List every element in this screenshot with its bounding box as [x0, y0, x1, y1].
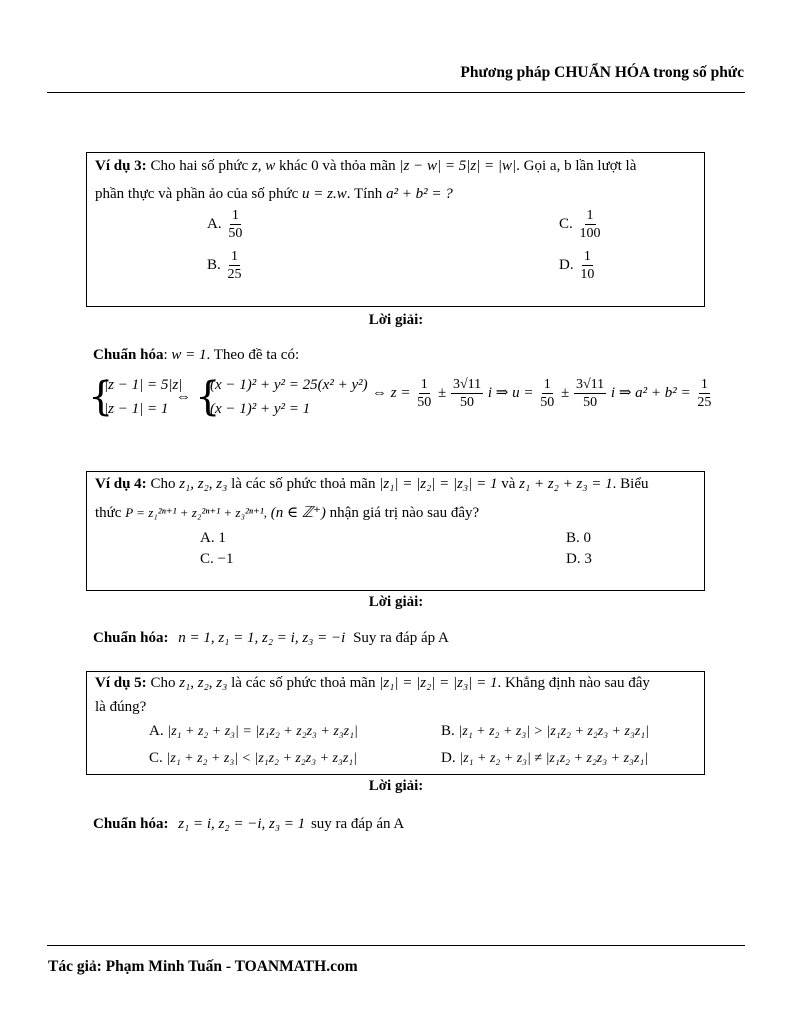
example-5-solution-title: Lời giải:	[368, 778, 424, 794]
option-value: |z₁ + z₂ + z₃| = |z₁z₂ + z₂z₃ + z₃z₁|	[167, 724, 358, 739]
option-fraction: $\frac{1}{100}$	[579, 208, 601, 241]
example-5-text1: Cho	[150, 675, 176, 691]
system1-brace: {	[88, 374, 114, 420]
example-4-text4: . Biểu	[612, 476, 649, 492]
option-key: B.	[441, 723, 455, 739]
plus-minus-u: ±	[561, 384, 570, 401]
fraction-1-50-u: $\frac{1}{50}$	[540, 377, 555, 410]
example-3-uexpr: u = z.w	[302, 186, 347, 202]
example-3-line2b: . Tính	[346, 186, 383, 202]
example-4-pexpr: P = z₁²ⁿ⁺¹ + z₂²ⁿ⁺¹ + z₃²ⁿ⁺¹,	[125, 505, 267, 520]
example-3-option-d[interactable]	[559, 248, 597, 283]
example-4-text2: là các số phức thoả mãn	[231, 476, 376, 492]
example-4-question-line2	[95, 503, 479, 522]
equiv-symbol: ⇔	[176, 389, 191, 405]
option-key: B.	[566, 530, 580, 546]
example-3-vars: z, w	[251, 158, 276, 174]
header-divider	[47, 92, 745, 93]
system2-row1: (x − 1)² + y² = 25(x² + y²)	[210, 377, 368, 393]
example-4-cond2: z₁ + z₂ + z₃ = 1	[519, 476, 613, 492]
example-3-box	[86, 152, 705, 307]
footer-divider	[47, 945, 745, 946]
option-key: A.	[200, 530, 215, 546]
fraction-1-25: $\frac{1}{25}$	[697, 377, 712, 410]
example-3-question-line1	[95, 158, 636, 175]
system1	[104, 373, 182, 421]
example-5-vars: z₁, z₂, z₃	[179, 675, 228, 691]
result-final-label: a² + b² =	[635, 384, 691, 401]
example-3-text3: . Gọi a, b lần lượt là	[516, 158, 637, 174]
result-u-label: u =	[512, 384, 534, 401]
example-4-cond1: |z₁| = |z₂| = |z₃| = 1	[379, 476, 498, 492]
example-5-text2: là các số phức thoả mãn	[231, 675, 376, 691]
example-3-line2a: phần thực và phần ảo của số phức	[95, 186, 299, 202]
example-5-cond: |z₁| = |z₂| = |z₃| = 1	[379, 675, 498, 691]
option-value: |z₁ + z₂ + z₃| ≠ |z₁z₂ + z₂z₃ + z₃z₁|	[459, 751, 649, 766]
option-value: 3	[584, 551, 592, 567]
example-5-chuan-hoa-line	[93, 816, 404, 833]
example-3-question-line2	[95, 186, 453, 203]
example-3-text1: Cho hai số phức	[150, 158, 249, 174]
system1-row1: |z − 1| = 5|z|	[104, 377, 183, 393]
option-key: C.	[559, 215, 573, 232]
option-key: A.	[149, 723, 164, 739]
implies-symbol: ⇒	[495, 384, 509, 401]
chuan-hoa-value: n = 1, z₁ = 1, z₂ = i, z₃ = −i	[178, 630, 346, 646]
example-3-ask: a² + b² = ?	[386, 186, 453, 202]
example-4-solution-title: Lời giải:	[368, 594, 424, 610]
option-value: 0	[583, 530, 592, 546]
option-value: |z₁ + z₂ + z₃| > |z₁z₂ + z₂z₃ + z₃z₁|	[458, 724, 649, 739]
chuan-hoa-value: z₁ = i, z₂ = −i, z₃ = 1	[178, 816, 306, 832]
example-4-option-d[interactable]	[566, 551, 592, 568]
imag-unit: i	[487, 384, 493, 401]
example-5-option-b[interactable]	[441, 723, 649, 740]
chuan-hoa-conclusion: Suy ra đáp áp A	[353, 630, 449, 646]
example-4-line2b: nhận giá trị nào sau đây?	[329, 505, 480, 521]
option-key: D.	[559, 256, 574, 273]
option-fraction: $\frac{1}{10}$	[580, 249, 595, 282]
example-5-option-d[interactable]	[441, 750, 648, 767]
option-value: |z₁ + z₂ + z₃| < |z₁z₂ + z₂z₃ + z₃z₁|	[166, 751, 357, 766]
example-3-option-a[interactable]	[207, 207, 245, 242]
page-header-title: Phương pháp CHUẨN HÓA trong số phức	[460, 64, 744, 81]
example-4-option-a[interactable]	[200, 530, 226, 547]
system2-row2: (x − 1)² + y² = 1	[210, 401, 311, 417]
example-5-box	[86, 671, 705, 775]
result-z-label: z =	[390, 384, 411, 401]
example-5-text3: . Khẳng định nào sau đây	[497, 675, 650, 691]
example-4-option-b[interactable]	[566, 530, 591, 547]
option-key: C.	[149, 750, 163, 766]
chuan-hoa-label: Chuẩn hóa	[93, 347, 164, 363]
example-4-text3: và	[501, 476, 516, 492]
chuan-hoa-label: Chuẩn hóa:	[93, 630, 169, 646]
system1-row2: |z − 1| = 1	[104, 401, 169, 417]
example-3-solution-title: Lời giải:	[368, 312, 424, 328]
option-key: D.	[566, 551, 581, 567]
chuan-hoa-label: Chuẩn hóa:	[93, 816, 169, 832]
example-5-option-a[interactable]	[149, 723, 358, 740]
option-fraction: $\frac{1}{25}$	[227, 249, 242, 282]
system2-brace: {	[195, 374, 221, 420]
imag-unit-u: i	[610, 384, 616, 401]
equiv-symbol-2: ⇔	[372, 384, 387, 401]
example-3-text2: khác 0 và thỏa mãn	[279, 158, 396, 174]
option-value: 1	[218, 530, 226, 546]
example-4-vars: z₁, z₂, z₃	[179, 476, 228, 492]
example-4-box	[86, 471, 705, 591]
example-4-text1: Cho	[150, 476, 176, 492]
option-value: −1	[217, 551, 234, 567]
example-3-option-c[interactable]	[559, 207, 604, 242]
fraction-1-50: $\frac{1}{50}$	[417, 377, 432, 410]
implies-symbol-2: ⇒	[618, 384, 632, 401]
option-key: A.	[207, 215, 222, 232]
system2	[210, 373, 368, 421]
option-key: B.	[207, 256, 221, 273]
example-5-option-c[interactable]	[149, 750, 357, 767]
example-4-option-c[interactable]	[200, 551, 233, 568]
chuan-hoa-then: . Theo đề ta có:	[206, 347, 300, 363]
example-4-label: Ví dụ 4:	[95, 476, 147, 492]
chuan-hoa-conclusion: suy ra đáp án A	[310, 816, 405, 832]
example-5-question-line2: là đúng?	[95, 699, 147, 715]
fraction-3sqrt11-50: $\frac{3√11}{50}$	[452, 377, 482, 410]
example-3-label: Ví dụ 3:	[95, 158, 147, 174]
option-fraction: $\frac{1}{50}$	[228, 208, 243, 241]
example-4-chuan-hoa-line	[93, 630, 449, 647]
example-3-result	[372, 376, 714, 411]
fraction-3sqrt11-50-u: $\frac{3√11}{50}$	[575, 377, 605, 410]
example-3-chuan-hoa-line: Chuẩn hóa: w = 1. Theo đề ta có:	[93, 347, 300, 363]
option-key: D.	[441, 750, 456, 766]
example-4-ncond: (n ∈ ℤ⁺)	[270, 505, 326, 521]
example-3-option-b[interactable]	[207, 248, 245, 283]
chuan-hoa-value: w = 1	[171, 347, 207, 363]
option-key: C.	[200, 551, 214, 567]
example-5-question-line1	[95, 675, 650, 692]
example-5-label: Ví dụ 5:	[95, 675, 147, 691]
example-4-line2a: thức	[95, 505, 122, 521]
example-3-condition: |z − w| = 5|z| = |w|	[399, 158, 517, 174]
plus-minus: ±	[437, 384, 447, 401]
footer-author: Tác giả: Phạm Minh Tuấn - TOANMATH.com	[48, 958, 358, 975]
example-4-question-line1	[95, 476, 649, 493]
